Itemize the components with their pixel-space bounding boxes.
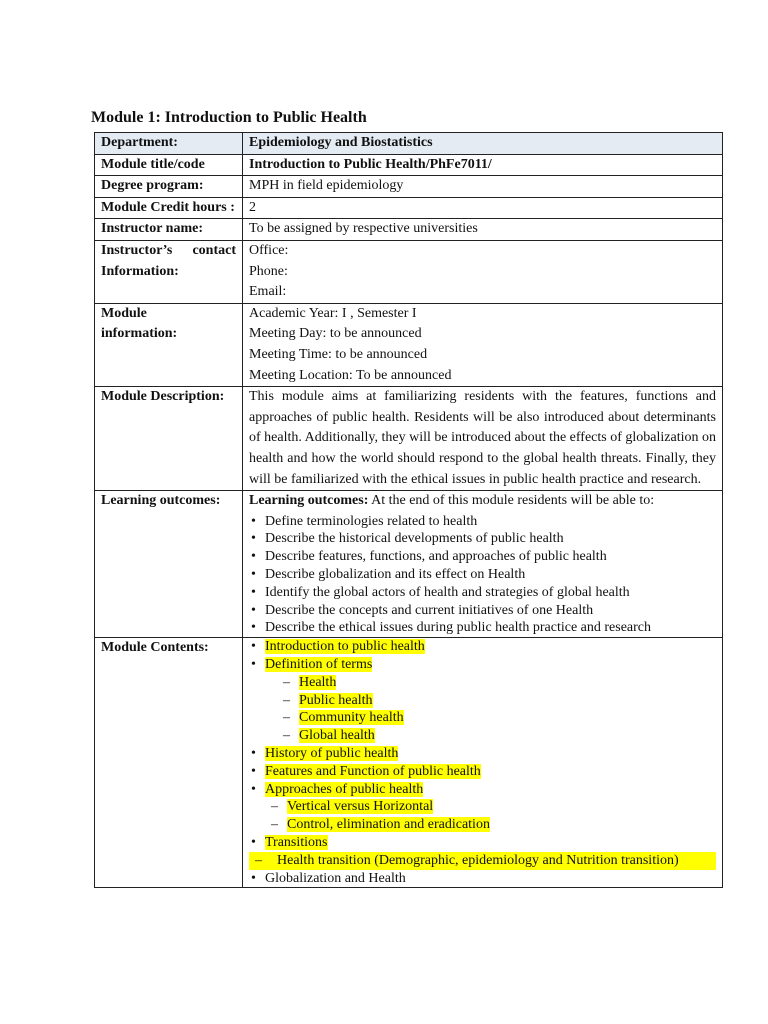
- module-info-label: [95, 303, 243, 386]
- list-item: [249, 674, 716, 692]
- approach-control: Control, elimination and eradication: [287, 817, 490, 833]
- list-item: [249, 709, 716, 727]
- content-features: Features and Function of public health: [265, 763, 481, 779]
- row-outcomes: [95, 491, 723, 638]
- contents-list: [249, 638, 716, 674]
- approaches-sublist: [249, 798, 716, 834]
- list-item: • Describe the historical developments of public health: [249, 530, 716, 548]
- department-label: Department:: [95, 133, 243, 155]
- content-definition: Definition of terms: [265, 657, 373, 673]
- list-item: • Define terminologies related to health: [249, 513, 716, 531]
- content-transitions: Transitions: [265, 835, 328, 851]
- contents-list-3: [249, 834, 716, 852]
- content-history: History of public health: [265, 746, 399, 762]
- list-item: • Describe features, functions, and approaches of public health: [249, 548, 716, 566]
- row-degree: [95, 176, 723, 198]
- module-info-value: [243, 303, 723, 386]
- module-info-label-line1: Module: [101, 305, 147, 321]
- meeting-location: Meeting Location: To be announced: [249, 367, 452, 383]
- description-label: Module Description:: [95, 387, 243, 491]
- module-code-value: Introduction to Public Health/PhFe7011/: [243, 154, 723, 176]
- contents-list-4: [249, 870, 716, 888]
- list-item: [249, 816, 716, 834]
- definition-global-health: Global health: [299, 728, 375, 744]
- row-module-code: [95, 154, 723, 176]
- list-item: [249, 692, 716, 710]
- contact-office: Office:: [249, 242, 289, 258]
- list-item: [249, 870, 716, 888]
- list-item: • Describe the concepts and current initiatives of one Health: [249, 602, 716, 620]
- instructor-value: To be assigned by respective universities: [243, 219, 723, 241]
- list-item: [249, 852, 716, 870]
- definition-health: Health: [299, 674, 337, 690]
- contact-label-line2: Information:: [101, 263, 179, 279]
- row-credit: [95, 197, 723, 219]
- list-item: • Describe the ethical issues during public health practice and research: [249, 619, 716, 637]
- list-item: [249, 745, 716, 763]
- outcomes-intro-bold: Learning outcomes:: [249, 493, 369, 509]
- contact-label: [95, 240, 243, 303]
- row-instructor: [95, 219, 723, 241]
- academic-year: Academic Year: I , Semester I: [249, 305, 417, 321]
- description-text: This module aims at familiarizing residents with the features, functions and approaches of public health. Residents will be also introduced about determinants of health. Additionally, they will be introduced about the effects of globalization on health and how the world should respond to the global health threats. Finally, they will be familiarized with the ethical issues in public health practice and research.: [243, 387, 723, 491]
- credit-value: 2: [243, 197, 723, 219]
- contents-label: Module Contents:: [95, 638, 243, 888]
- contact-label-line1: Instructor’s contact: [101, 242, 236, 258]
- contents-value: [243, 638, 723, 888]
- meeting-day: Meeting Day: to be announced: [249, 326, 422, 342]
- definition-community-health: Community health: [299, 710, 404, 726]
- health-transition: Health transition (Demographic, epidemiology and Nutrition transition): [277, 852, 679, 868]
- module-code-label: Module title/code: [95, 154, 243, 176]
- list-item: [249, 781, 716, 799]
- row-contact: [95, 240, 723, 303]
- contact-email: Email:: [249, 284, 287, 300]
- row-department: [95, 133, 723, 155]
- credit-label: Module Credit hours :: [95, 197, 243, 219]
- row-module-info: [95, 303, 723, 386]
- transitions-sublist: [249, 852, 716, 870]
- list-item: • Describe globalization and its effect on Health: [249, 566, 716, 584]
- outcomes-list: [249, 512, 716, 638]
- content-approaches: Approaches of public health: [265, 781, 424, 797]
- definition-public-health: Public health: [299, 692, 373, 708]
- page-title: Module 1: Introduction to Public Health: [91, 109, 367, 126]
- list-item: [249, 638, 716, 656]
- meeting-time: Meeting Time: to be announced: [249, 346, 428, 362]
- department-value: Epidemiology and Biostatistics: [243, 133, 723, 155]
- list-item: [249, 798, 716, 816]
- contact-value: [243, 240, 723, 303]
- definition-sublist: [249, 674, 716, 745]
- row-contents: [95, 638, 723, 888]
- outcomes-intro: [249, 491, 716, 512]
- outcomes-value: [243, 491, 723, 638]
- list-item: • Identify the global actors of health and strategies of global health: [249, 584, 716, 602]
- degree-label: Degree program:: [95, 176, 243, 198]
- content-intro: Introduction to public health: [265, 639, 425, 655]
- list-item: [249, 763, 716, 781]
- contact-phone: Phone:: [249, 263, 288, 279]
- list-item: [249, 727, 716, 745]
- module-table: [94, 132, 723, 888]
- row-description: [95, 387, 723, 491]
- instructor-label: Instructor name:: [95, 219, 243, 241]
- degree-value: MPH in field epidemiology: [243, 176, 723, 198]
- module-info-label-line2: information:: [101, 326, 178, 342]
- list-item: [249, 656, 716, 674]
- list-item: [249, 834, 716, 852]
- contents-list-2: [249, 745, 716, 798]
- outcomes-intro-rest: At the end of this module residents will be able to:: [368, 493, 655, 509]
- content-globalization: Globalization and Health: [265, 870, 406, 886]
- outcomes-label: Learning outcomes:: [95, 491, 243, 638]
- approach-vertical: Vertical versus Horizontal: [287, 799, 434, 815]
